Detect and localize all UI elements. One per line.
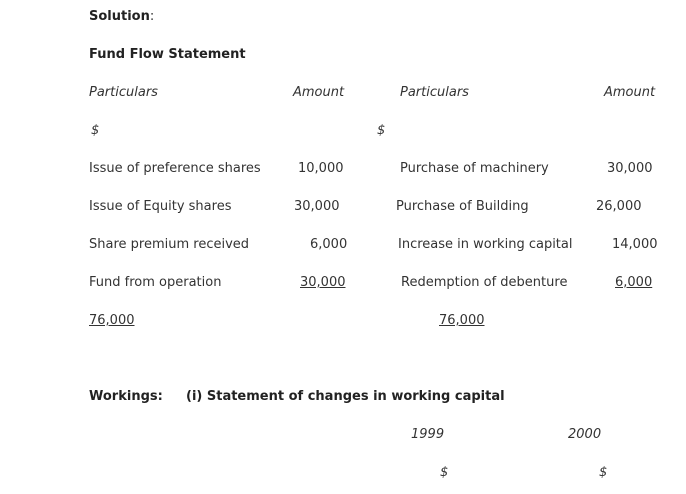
row-4-right-amount: 6,000 [615, 275, 653, 290]
row-1-right-label: Purchase of machinery [400, 161, 549, 176]
row-1-left-label: Issue of preference shares [89, 161, 261, 176]
solution-heading-colon: : [149, 9, 155, 24]
row-1-right-amount: 30,000 [607, 161, 653, 176]
row-2-left-amount: 30,000 [294, 199, 340, 214]
row-1-left-amount: 10,000 [298, 161, 344, 176]
workings-currency-1999: $ [440, 465, 449, 480]
currency-left: $ [91, 123, 100, 138]
header-left-amount: Amount [293, 85, 345, 100]
solution-heading-text: Solution [89, 9, 150, 24]
row-4-right-label: Redemption of debenture [401, 275, 568, 290]
workings-title: (i) Statement of changes in working capital [186, 389, 505, 404]
total-left: 76,000 [89, 313, 135, 328]
statement-title: Fund Flow Statement [89, 47, 246, 62]
solution-heading [89, 9, 154, 25]
header-left-particulars: Particulars [89, 85, 158, 100]
row-4-left-amount: 30,000 [300, 275, 346, 290]
row-3-left-amount: 6,000 [310, 237, 348, 252]
total-right: 76,000 [439, 313, 485, 328]
row-3-left-label: Share premium received [89, 237, 250, 252]
row-4-left-label: Fund from operation [89, 275, 222, 290]
workings-currency-2000: $ [599, 465, 608, 480]
row-2-left-label: Issue of Equity shares [89, 199, 232, 214]
header-right-particulars: Particulars [400, 85, 469, 100]
currency-right: $ [377, 123, 386, 138]
workings-year-1999: 1999 [411, 427, 445, 442]
row-3-right-amount: 14,000 [612, 237, 658, 252]
workings-year-2000: 2000 [568, 427, 602, 442]
header-right-amount: Amount [604, 85, 656, 100]
row-2-right-label: Purchase of Building [396, 199, 529, 214]
workings-label: Workings: [89, 389, 163, 404]
row-3-right-label: Increase in working capital [398, 237, 573, 252]
row-2-right-amount: 26,000 [596, 199, 642, 214]
